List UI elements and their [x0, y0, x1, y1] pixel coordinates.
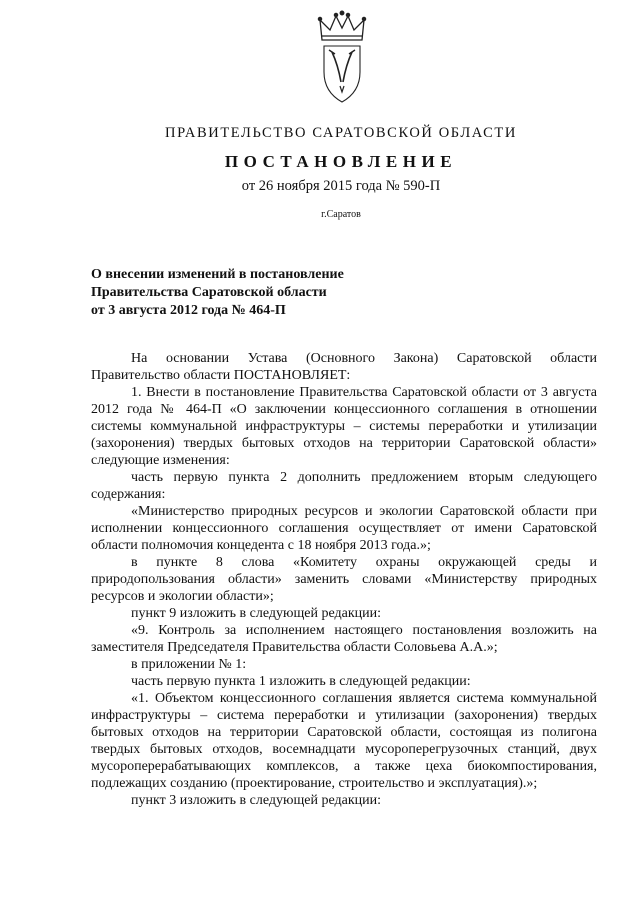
saratov-coat-of-arms-icon — [314, 10, 370, 110]
body-paragraph: в пункте 8 слова «Комитету охраны окружающей среды и природопользования области» заменить словами «Министерству природных ресурсов и экологии области»; — [91, 555, 597, 604]
body-paragraph: 1. Внести в постановление Правительства Саратовской области от 3 августа 2012 года № 464-П «О заключении концессионного соглашения в отношении системы коммунальной инфраструктуры – системы переработки и утилизации (захоронения) твердых бытовых отходов на территории Саратовской области» следующие изменения: — [91, 385, 597, 468]
subject-line: О внесении изменений в постановление — [91, 267, 344, 282]
subject-line: от 3 августа 2012 года № 464-П — [91, 303, 286, 318]
body-paragraph: часть первую пункта 1 изложить в следующей редакции: — [131, 674, 471, 689]
subject-line: Правительства Саратовской области — [91, 285, 327, 300]
body-paragraph: пункт 9 изложить в следующей редакции: — [131, 606, 381, 621]
document-body — [91, 350, 597, 809]
body-paragraph: часть первую пункта 2 дополнить предложением вторым следующего содержания: — [91, 470, 597, 502]
document-subject — [91, 266, 344, 320]
document-date-number: от 26 ноября 2015 года № 590-П — [241, 178, 441, 194]
document-type: ПОСТАНОВЛЕНИЕ — [224, 152, 458, 171]
document-city: г.Саратов — [321, 209, 361, 220]
government-name: ПРАВИТЕЛЬСТВО САРАТОВСКОЙ ОБЛАСТИ — [165, 125, 517, 141]
body-paragraph: в приложении № 1: — [131, 657, 247, 672]
body-paragraph: «1. Объектом концессионного соглашения является система коммунальной инфраструктуры – система переработки и утилизации (захоронения) твердых бытовых отходов на территории Саратовской области, состоящая из полигона твердых бытовых отходов, восемнадцати мусороперегрузочных станций, двух мусороперерабатывающих комплексов, а также цеха биокомпостирования, подлежащих созданию (проектирование, строительство и эксплуатация).»; — [91, 691, 597, 791]
body-paragraph: «Министерство природных ресурсов и экологии Саратовской области при исполнении концессионного соглашения осуществляет от имени Саратовской области полномочия концедента с 18 ноября 2013 года.»; — [91, 504, 597, 553]
body-paragraph: На основании Устава (Основного Закона) Саратовской области Правительство области ПОСТАНОВЛЯЕТ: — [91, 351, 597, 383]
body-paragraph: пункт 3 изложить в следующей редакции: — [131, 793, 381, 808]
body-paragraph: «9. Контроль за исполнением настоящего постановления возложить на заместителя Председателя Правительства области Соловьева А.А.»; — [91, 623, 597, 655]
